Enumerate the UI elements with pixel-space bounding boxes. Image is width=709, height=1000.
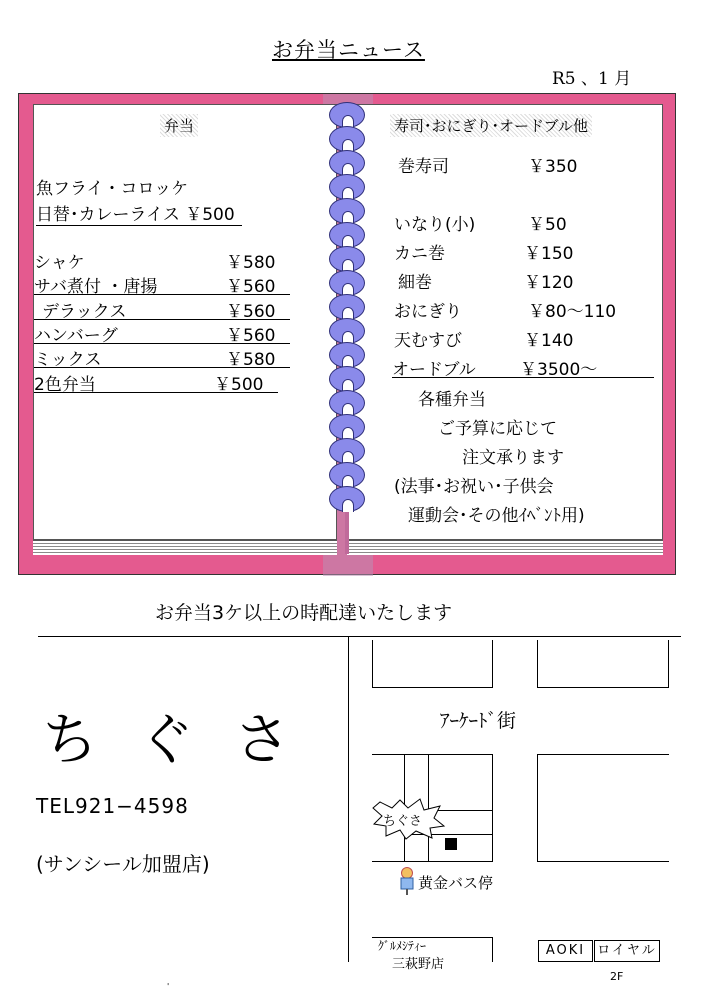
note-line: ご予算に応じて — [438, 419, 557, 439]
spiral-ring — [329, 150, 365, 176]
spiral-ring — [329, 342, 365, 368]
sanhagi-store-label: 三萩野店 — [392, 957, 445, 972]
burst-label: ちぐさ — [383, 814, 423, 829]
bus-stop-label: 黄金バス停 — [418, 874, 494, 892]
menu-item-hosomaki: 細巻 — [398, 273, 432, 293]
map-block — [537, 640, 669, 688]
page-title: お弁当ニュース — [272, 38, 425, 62]
menu-item-hors-doeuvre — [392, 355, 654, 378]
menu-item-price: ￥560 — [226, 302, 276, 322]
menu-item-salmon — [34, 248, 290, 273]
menu-item-price: ￥580 — [226, 350, 276, 370]
spiral-ring — [329, 414, 365, 440]
menu-item-name: シャケ — [34, 253, 85, 273]
spiral-ring — [329, 174, 365, 200]
spiral-ring — [329, 222, 365, 248]
store-name: ちぐさ — [42, 708, 330, 773]
menu-item-price: ￥140 — [524, 331, 574, 351]
menu-item-name: 2色弁当 — [34, 375, 96, 395]
stray-mark: ' — [167, 982, 170, 991]
map-road-line — [372, 640, 373, 688]
menu-item-fish-fry: 魚フライ・コロッケ — [36, 179, 189, 199]
menu-item-mix — [34, 345, 290, 368]
map-road-line — [492, 640, 493, 688]
store-phone: TEL921−4598 — [36, 794, 189, 818]
spiral-ring — [329, 270, 365, 296]
royal-label: ロイヤル — [594, 940, 660, 962]
menu-item-price: ￥560 — [226, 326, 276, 346]
store-marker — [445, 838, 457, 850]
menu-item-deluxe — [34, 297, 290, 320]
spiral-ring — [329, 102, 365, 128]
store-burst-callout — [372, 798, 446, 840]
bus-stop-shape — [399, 867, 415, 895]
spiral-ring — [329, 318, 365, 344]
delivery-notice: お弁当3ケ以上の時配達いたします — [155, 602, 453, 624]
menu-item-price: ￥560 — [226, 277, 276, 297]
menu-item-name: オードブル — [392, 360, 476, 380]
note-line: 運動会･その他ｲﾍﾞﾝﾄ用) — [408, 506, 585, 526]
spiral-ring — [329, 390, 365, 416]
right-page-edges — [347, 540, 663, 555]
menu-item-name: デラックス — [42, 302, 127, 322]
map-road-line — [372, 754, 492, 755]
right-page — [347, 104, 663, 540]
map-border — [348, 637, 349, 962]
menu-item-hamburg — [34, 321, 290, 344]
menu-item-price: ￥80〜110 — [528, 302, 617, 322]
bus-stop-icon — [399, 867, 415, 895]
floor-label: 2F — [610, 970, 624, 983]
menu-item-tenmusu: 天むすび — [394, 331, 462, 351]
menu-item-two-color — [34, 370, 278, 393]
left-page-edges — [33, 540, 337, 555]
spiral-ring — [329, 126, 365, 152]
menu-item-onigiri: おにぎり — [394, 302, 462, 322]
store-franchise: (サンシール加盟店) — [36, 852, 210, 876]
menu-item-mackerel — [34, 272, 290, 295]
spiral-ring — [329, 438, 365, 464]
spiral-ring — [329, 246, 365, 272]
menu-item-name: ミックス — [34, 350, 102, 370]
bento-tag: 弁当 — [160, 114, 198, 137]
map-road-line — [372, 861, 492, 862]
menu-item-price: ￥580 — [226, 253, 276, 273]
menu-notebook — [18, 93, 676, 575]
sushi-tag: 寿司･おにぎり･オードブル他 — [390, 114, 592, 137]
section-divider — [38, 636, 681, 637]
menu-item-inari: いなり(小) — [394, 215, 476, 235]
menu-item-price: ￥350 — [528, 157, 578, 177]
map-road-line — [492, 937, 493, 962]
spiral-ring — [329, 366, 365, 392]
issue-date: R5 、1 月 — [552, 69, 632, 89]
map-road-line — [492, 754, 493, 862]
menu-item-price: ￥150 — [524, 244, 574, 264]
spiral-ring — [329, 462, 365, 488]
menu-item-kanimaki: カニ巻 — [394, 244, 445, 264]
menu-item-name: サバ煮付 ・唐揚 — [34, 277, 158, 297]
menu-item-price: ￥50 — [528, 215, 567, 235]
note-line: (法事･お祝い･子供会 — [394, 477, 554, 497]
note-line: 注文承ります — [462, 448, 564, 468]
aoki-label: AOKI — [538, 940, 593, 962]
spiral-ring — [329, 198, 365, 224]
map-block — [537, 754, 669, 862]
menu-item-price: ￥3500〜 — [520, 360, 598, 380]
menu-item-price: ￥500 — [214, 375, 264, 395]
gourmet-city-label: ｸﾞﾙﾒｼﾃｨｰ — [378, 939, 427, 953]
map-road-line — [372, 687, 492, 688]
spiral-ring — [329, 486, 365, 512]
arcade-label: ｱｰｹｰﾄﾞ街 — [440, 710, 517, 732]
left-page — [33, 104, 337, 540]
menu-item-price: ￥120 — [524, 273, 574, 293]
menu-item-daily-curry: 日替･カレーライス ￥500 — [36, 200, 242, 226]
spiral-ring — [329, 294, 365, 320]
menu-item-name: ハンバーグ — [34, 326, 118, 346]
menu-item-makizushi: 巻寿司 — [398, 157, 449, 177]
note-line: 各種弁当 — [418, 390, 486, 410]
